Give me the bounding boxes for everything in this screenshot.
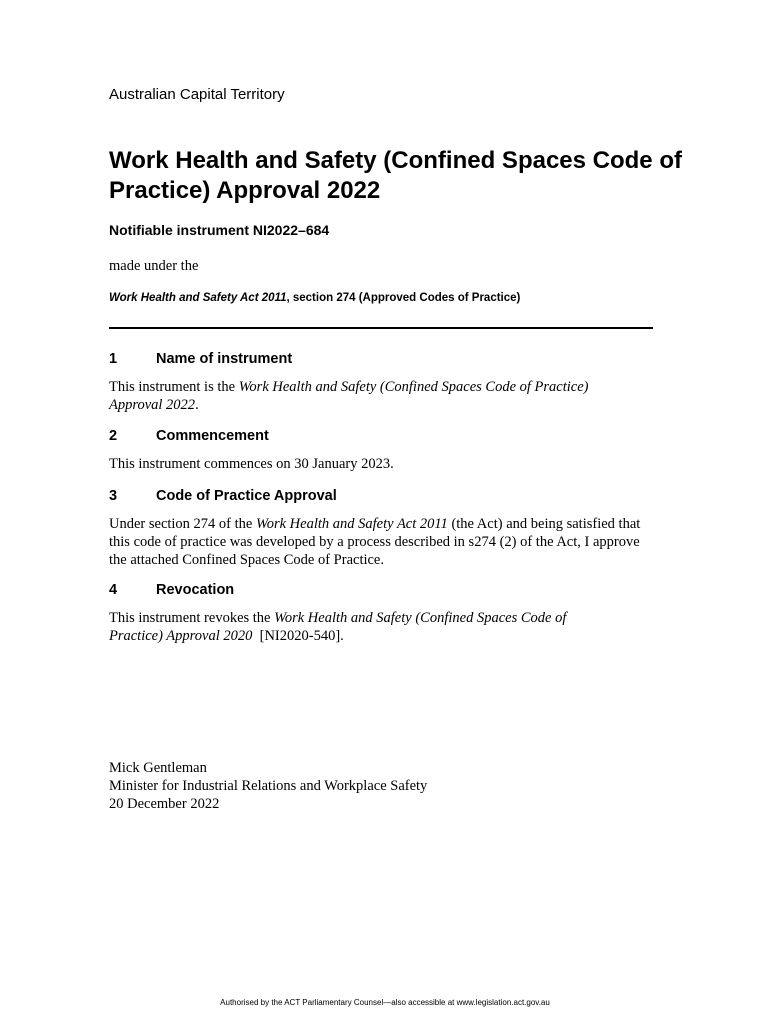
section-revocation <box>109 582 669 645</box>
signatory-role: Minister for Industrial Relations and Workplace Safety <box>109 778 428 794</box>
section-body <box>109 515 654 569</box>
section-body-text: Under section 274 of the <box>109 516 256 532</box>
section-heading <box>109 582 669 602</box>
signatory-name: Mick Gentleman <box>109 760 207 776</box>
section-title: Revocation <box>156 582 235 598</box>
made-under-text: made under the <box>109 258 199 274</box>
section-number: 2 <box>109 428 118 444</box>
section-body-text: This instrument is the <box>109 379 239 395</box>
section-title: Commencement <box>156 428 269 444</box>
section-number: 1 <box>109 351 118 367</box>
section-heading <box>109 488 669 508</box>
section-heading <box>109 428 669 448</box>
section-number: 4 <box>109 582 118 598</box>
enabling-act-section: , section 274 (Approved Codes of Practice) <box>286 292 521 304</box>
section-body-text: [NI2020-540]. <box>252 628 344 644</box>
section-body: This instrument commences on 30 January 2023. <box>109 456 394 472</box>
section-body-text: This instrument revokes the <box>109 610 275 626</box>
section-body-italic: Work Health and Safety (Confined Spaces Code of Practice) Approval 2020 <box>109 610 570 644</box>
signature-date: 20 December 2022 <box>109 796 220 812</box>
signature-block <box>109 759 427 813</box>
section-code-of-practice-approval <box>109 488 669 569</box>
title-divider <box>109 327 653 329</box>
section-body <box>109 609 614 645</box>
section-title: Code of Practice Approval <box>156 488 337 504</box>
section-body-text: . <box>195 397 199 413</box>
section-number: 3 <box>109 488 118 504</box>
enabling-act-line <box>109 292 520 304</box>
page-footer: Authorised by the ACT Parliamentary Counsel—also accessible at www.legislation.act.gov.au <box>220 998 550 1007</box>
instrument-number: Notifiable instrument NI2022–684 <box>109 222 330 238</box>
section-name-of-instrument <box>109 351 669 414</box>
section-body-italic: Work Health and Safety Act 2011 <box>255 516 448 532</box>
section-body-text: (the Act) and being satisfied that this code of practice was developed by a process described in s274 (2) of the Act, I approve the attached Confined Spaces Code of Practice. <box>109 516 641 568</box>
section-commencement <box>109 428 669 473</box>
section-body-italic: Work Health and Safety (Confined Spaces Code of Practice) Approval 2022 <box>109 379 589 413</box>
section-body <box>109 378 639 414</box>
section-heading <box>109 351 669 371</box>
section-title: Name of instrument <box>156 351 293 367</box>
document-title: Work Health and Safety (Confined Spaces Code of Practice) Approval 2022 <box>109 147 682 204</box>
enabling-act-name: Work Health and Safety Act 2011 <box>109 292 287 304</box>
jurisdiction-label: Australian Capital Territory <box>109 86 285 103</box>
